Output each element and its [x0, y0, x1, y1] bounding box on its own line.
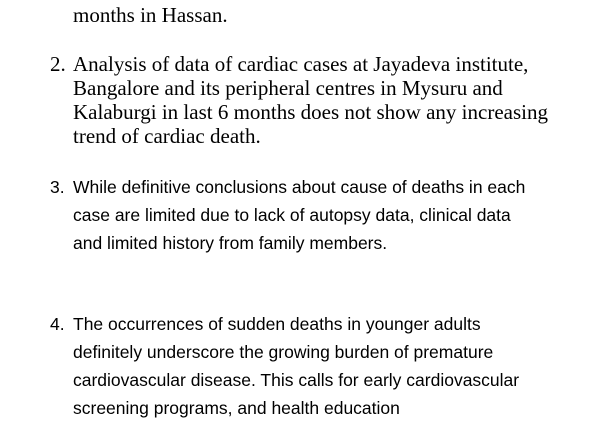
item2-line-2: Bangalore and its peripheral centres in Mysuru and: [73, 76, 503, 100]
item2-line-4: trend of cardiac death.: [73, 124, 261, 148]
item2-number: 2.: [50, 52, 66, 76]
item3-line-1: While definitive conclusions about cause of deaths in each: [73, 177, 526, 197]
item4-line-1: The occurrences of sudden deaths in younger adults: [73, 314, 481, 334]
item4-line-4: screening programs, and health education: [73, 398, 400, 418]
item4-line-2: definitely underscore the growing burden of premature: [73, 342, 494, 362]
item3-number: 3.: [50, 177, 65, 197]
item1-line-1: months in Hassan.: [73, 3, 228, 27]
item4-line-3: cardiovascular disease. This calls for early cardiovascular: [73, 370, 520, 390]
item2-line-1: Analysis of data of cardiac cases at Jayadeva institute,: [73, 52, 529, 76]
item3-line-3: and limited history from family members.: [73, 233, 388, 253]
item4-number: 4.: [50, 314, 65, 334]
item3-line-2: case are limited due to lack of autopsy data, clinical data: [73, 205, 511, 225]
item2-line-3: Kalaburgi in last 6 months does not show any increasing: [73, 100, 548, 124]
